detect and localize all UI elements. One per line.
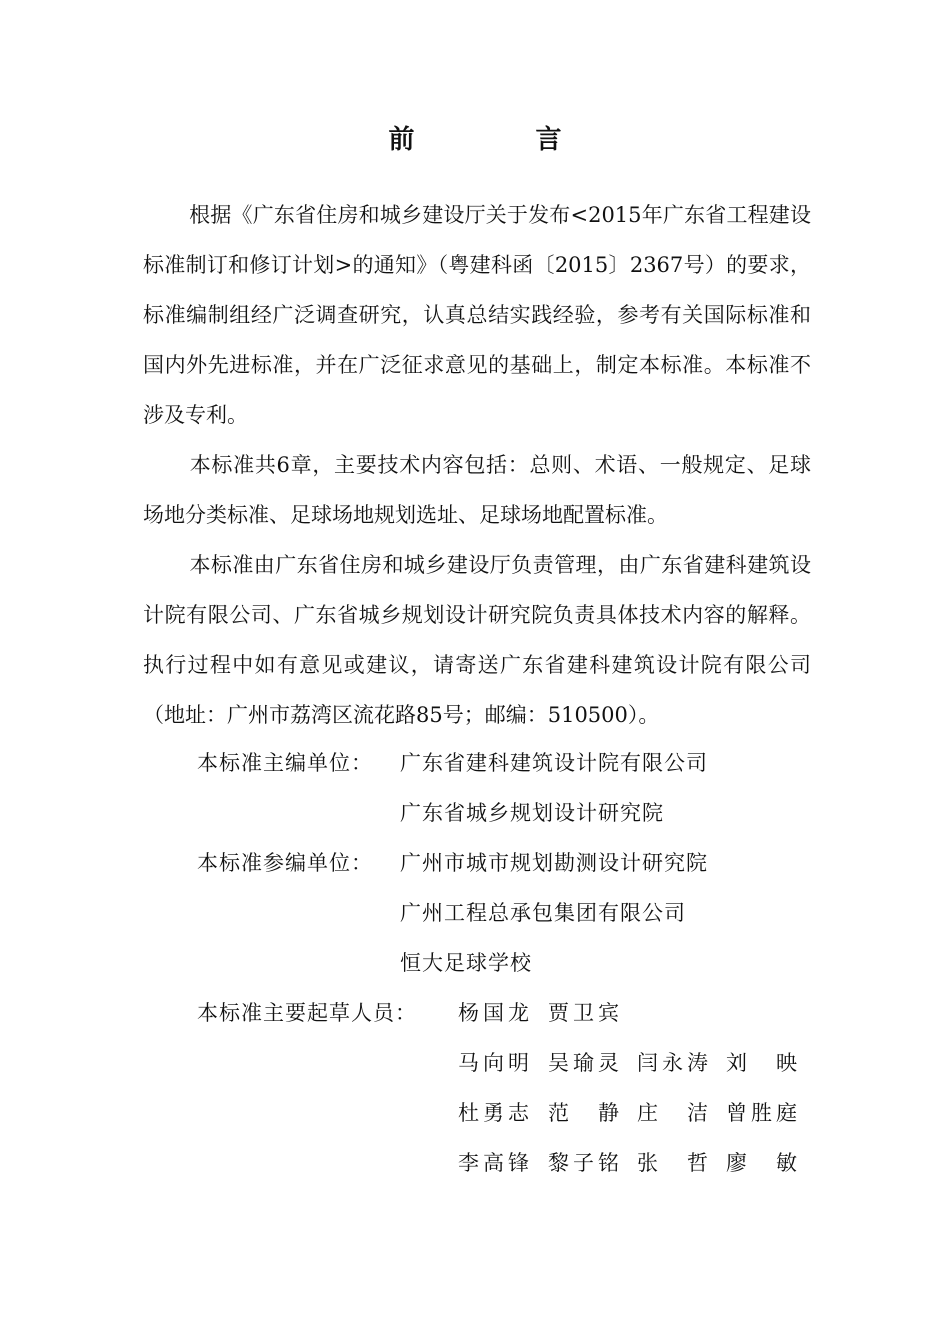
drafter-name: 闫永涛 <box>637 1051 712 1075</box>
drafter-name: 马向明 <box>458 1051 533 1075</box>
drafter-name: 范 静 <box>548 1101 623 1125</box>
chief-unit-2: 广东省城乡规划设计研究院 <box>400 801 664 825</box>
preface-paragraph-1: 根据《广东省住房和城乡建设厅关于发布<2015年广东省工程建设标准制订和修订计划>的通知》（粤建科函〔2015〕2367号）的要求，标准编制组经广泛调查研究，认真总结实践经验，参考有关国际标准和国内外先进标准，并在广泛征求意见的基础上，制定本标准。本标准不涉及专利。 <box>143 203 811 427</box>
preface-paragraph-2: 本标准共6章，主要技术内容包括：总则、术语、一般规定、足球场地分类标准、足球场地规划选址、足球场地配置标准。 <box>143 453 811 527</box>
drafter-name: 张 哲 <box>637 1151 712 1175</box>
page-title: 前 言 <box>388 125 618 155</box>
drafter-name: 曾胜庭 <box>726 1101 801 1125</box>
drafter-name: 庄 洁 <box>637 1101 712 1125</box>
drafter-name: 廖 敏 <box>726 1151 801 1175</box>
participating-unit-3: 恒大足球学校 <box>400 951 532 975</box>
drafter-name: 杜勇志 <box>458 1101 533 1125</box>
drafter-name: 刘 映 <box>726 1051 801 1075</box>
drafter-name: 贾卫宾 <box>548 1001 623 1025</box>
preface-paragraph-3: 本标准由广东省住房和城乡建设厅负责管理，由广东省建科建筑设计院有限公司、广东省城乡规划设计研究院负责具体技术内容的解释。执行过程中如有意见或建议，请寄送广东省建科建筑设计院有限公司（地址：广州市荔湾区流花路85号；邮编：510500）。 <box>143 553 811 727</box>
chief-unit-1: 广东省建科建筑设计院有限公司 <box>400 751 708 775</box>
chief-units-label: 本标准主编单位： <box>197 751 373 775</box>
drafter-name: 黎子铭 <box>548 1151 623 1175</box>
drafter-name: 吴瑜灵 <box>548 1051 623 1075</box>
drafter-name: 杨国龙 <box>458 1001 533 1025</box>
drafter-name: 李高锋 <box>458 1151 533 1175</box>
participating-units-label: 本标准参编单位： <box>197 851 373 875</box>
participating-unit-2: 广州工程总承包集团有限公司 <box>400 901 686 925</box>
participating-unit-1: 广州市城市规划勘测设计研究院 <box>400 851 708 875</box>
drafters-label: 本标准主要起草人员： <box>197 1001 417 1025</box>
